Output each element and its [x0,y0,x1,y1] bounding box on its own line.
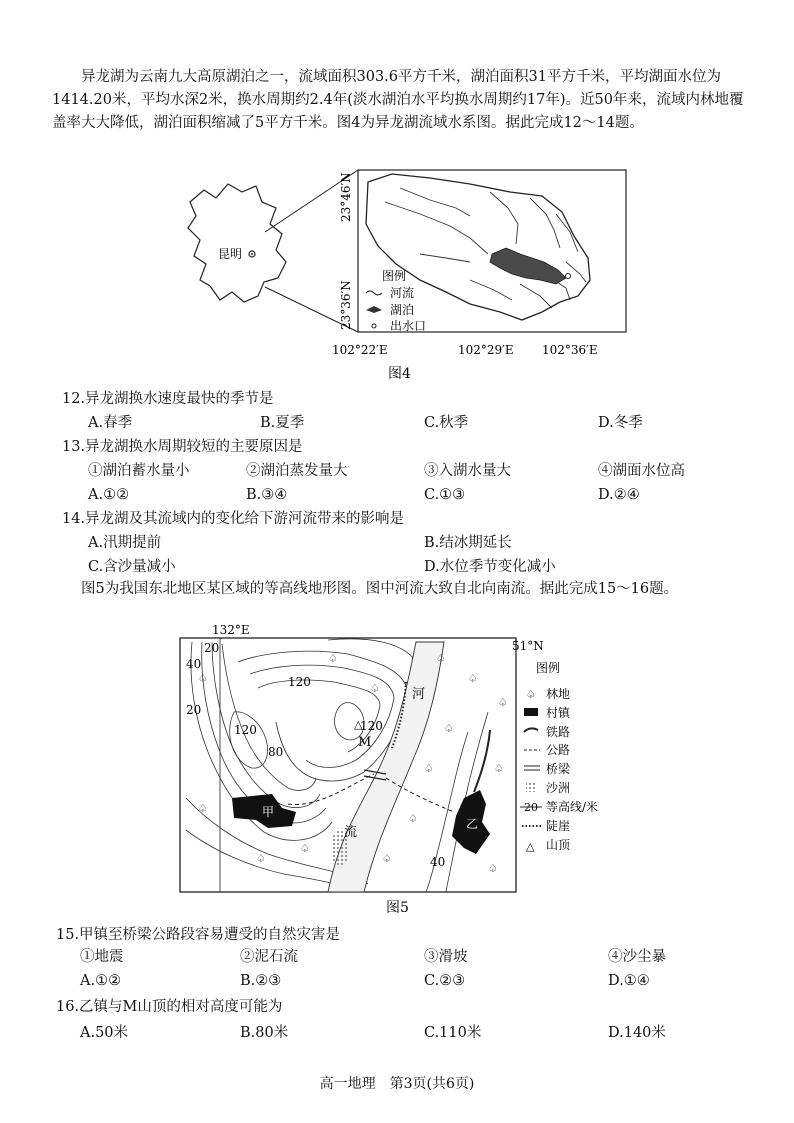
q13-item-4: ④湖面水位高 [598,463,685,479]
svg-text:♤: ♤ [494,762,504,775]
q14-option-b[interactable]: B.结冰期延长 [424,535,512,551]
q15-option-c[interactable]: C.②③ [424,973,466,989]
lake-shape [490,248,566,284]
q16-option-d[interactable]: D.140米 [608,1025,666,1041]
lon-label-3: 102°36′E [542,343,598,357]
legend-lake-icon [366,306,382,313]
river-label-he: 河 [412,687,426,702]
svg-text:♤: ♤ [256,852,266,865]
legend-bridge: 桥梁 [546,762,571,776]
q16-option-c[interactable]: C.110米 [424,1025,482,1041]
q15-item-2: ②泥石流 [240,949,298,965]
legend-rail-icon [524,728,538,732]
contour-label-80: 80 [268,745,284,759]
kunming-label: 昆明 [218,247,243,261]
q15-item-4: ④沙尘暴 [608,949,666,965]
legend-sand: 沙洲 [546,781,571,795]
svg-text:♤: ♤ [424,762,434,775]
fig5-legend [520,660,598,853]
svg-text:♤: ♤ [468,672,478,685]
svg-text:♤: ♤ [370,682,380,695]
figure-5-map [168,622,608,922]
fig5-lat-label: 51°N [512,639,544,653]
svg-text:♤: ♤ [198,672,208,685]
question-16-stem: 16.乙镇与M山顶的相对高度可能为 [56,999,283,1015]
figure-5 [168,622,608,922]
fig4-legend-title: 图例 [382,269,407,283]
figure-4-map [170,162,640,387]
railway [474,730,490,792]
question-15-stem: 15.甲镇至桥梁公路段容易遭受的自然灾害是 [56,927,341,943]
town-jia-label: 甲 [262,805,275,819]
lon-label-1: 102°22′E [332,343,388,357]
q15-option-b[interactable]: B.②③ [240,973,282,989]
lon-label-2: 102°29′E [458,343,514,357]
mountain-M-label: M [358,735,372,750]
svg-text:♤: ♤ [498,696,508,709]
q13-item-3: ③入湖水量大 [424,463,511,479]
q16-option-b[interactable]: B.80米 [240,1025,289,1041]
q13-item-1: ①湖泊蓄水量小 [88,463,190,479]
legend-forest-icon: ♤ [526,688,536,701]
contour-label-40b: 40 [430,855,446,869]
q13-option-b[interactable]: B.③④ [246,487,288,503]
q12-option-b[interactable]: B.夏季 [260,415,305,431]
q15-option-d[interactable]: D.①④ [608,973,650,989]
legend-forest: 林地 [546,687,571,701]
svg-text:♤: ♤ [408,812,418,825]
q15-item-1: ①地震 [80,949,124,965]
fig4-legend-lake: 湖泊 [390,303,415,317]
legend-contour: 等高线/米 [546,800,599,814]
q12-option-d[interactable]: D.冬季 [598,415,643,431]
fig4-legend-outlet: 出水口 [390,319,427,333]
figure-4-caption: 图4 [388,366,411,382]
q13-item-2: ②湖泊蒸发量大 [246,463,348,479]
q15-option-a[interactable]: A.①② [80,973,122,989]
question-13-stem: 13.异龙湖换水周期较短的主要原因是 [62,439,303,455]
q13-option-d[interactable]: D.②④ [598,487,640,503]
fig5-legend-title: 图例 [536,661,561,675]
q14-option-a[interactable]: A.汛期提前 [88,535,162,551]
q12-option-a[interactable]: A.春季 [88,415,133,431]
peak-M-icon: △ [354,718,363,731]
q14-option-c[interactable]: C.含沙量减小 [88,559,176,575]
q14-option-d[interactable]: D.水位季节变化减小 [424,559,556,575]
svg-text:♤: ♤ [382,852,392,865]
legend-sand-icon [526,782,536,792]
contour-label-20b: 20 [204,641,220,655]
svg-text:♤: ♤ [300,842,310,855]
fig4-legend-river: 河流 [390,286,415,300]
river-network [385,188,586,308]
question-14-stem: 14.异龙湖及其流域内的变化给下游河流带来的影响是 [62,511,405,527]
contour-label-40a: 40 [186,657,202,671]
contour-label-20a: 20 [186,703,202,717]
river-label-liu: 流 [344,825,358,840]
lat-bottom-label: 23°36′N [339,280,353,330]
svg-text:♤: ♤ [444,722,454,735]
svg-text:♤: ♤ [328,652,338,665]
svg-text:♤: ♤ [488,862,498,875]
svg-text:♤: ♤ [436,652,446,665]
legend-town-icon [524,708,538,716]
legend-bridge-icon [524,766,540,770]
legend-peak-icon: △ [526,840,535,853]
legend-town: 村镇 [546,706,571,720]
yunnan-outline [188,184,286,302]
q13-option-a[interactable]: A.①② [88,487,130,503]
lat-top-label: 23°46′N [339,172,353,222]
town-yi-label: 乙 [466,817,479,831]
legend-outlet-icon [372,324,376,328]
legend-rail: 铁路 [546,725,571,739]
q15-item-3: ③滑坡 [424,949,468,965]
intro-paragraph-2: 图5为我国东北地区某区域的等高线地形图。图中河流大致自北向南流。据此完成15～16题。 [81,581,679,597]
fig5-lon-label: 132°E [212,623,250,637]
legend-river-icon [366,291,382,295]
q12-option-c[interactable]: C.秋季 [424,415,469,431]
figure-4 [170,162,640,387]
road-jia-bridge [288,774,374,804]
contour-label-120c: 120 [360,719,383,733]
intro-paragraph-1: 异龙湖为云南九大高原湖泊之一，流域面积303.6平方千米，湖泊面积31平方千米，平均湖面水位为1414.20米，平均水深2米，换水周期约2.4年(淡水湖泊水平均换水周期约17年)。近50年来，流域内林地覆盖率大大降低，湖泊面积缩减了5平方千米。图4为异龙湖流域水系图。据此完成12～14题。 [52,69,744,131]
outlet-marker [566,274,571,279]
legend-road: 公路 [546,743,571,757]
contour-label-120a: 120 [288,675,311,689]
page-footer: 高一地理 第3页(共6页) [319,1076,475,1092]
q13-option-c[interactable]: C.①③ [424,487,466,503]
question-12-stem: 12.异龙湖换水速度最快的季节是 [62,391,274,407]
svg-text:♤: ♤ [198,802,208,815]
legend-cliff: 陡崖 [546,819,571,833]
figure-5-caption: 图5 [386,900,409,916]
legend-peak: 山顶 [546,838,571,852]
contour-label-120b: 120 [234,723,257,737]
legend-contour-number: 20 [524,801,538,814]
q16-option-a[interactable]: A.50米 [80,1025,129,1041]
